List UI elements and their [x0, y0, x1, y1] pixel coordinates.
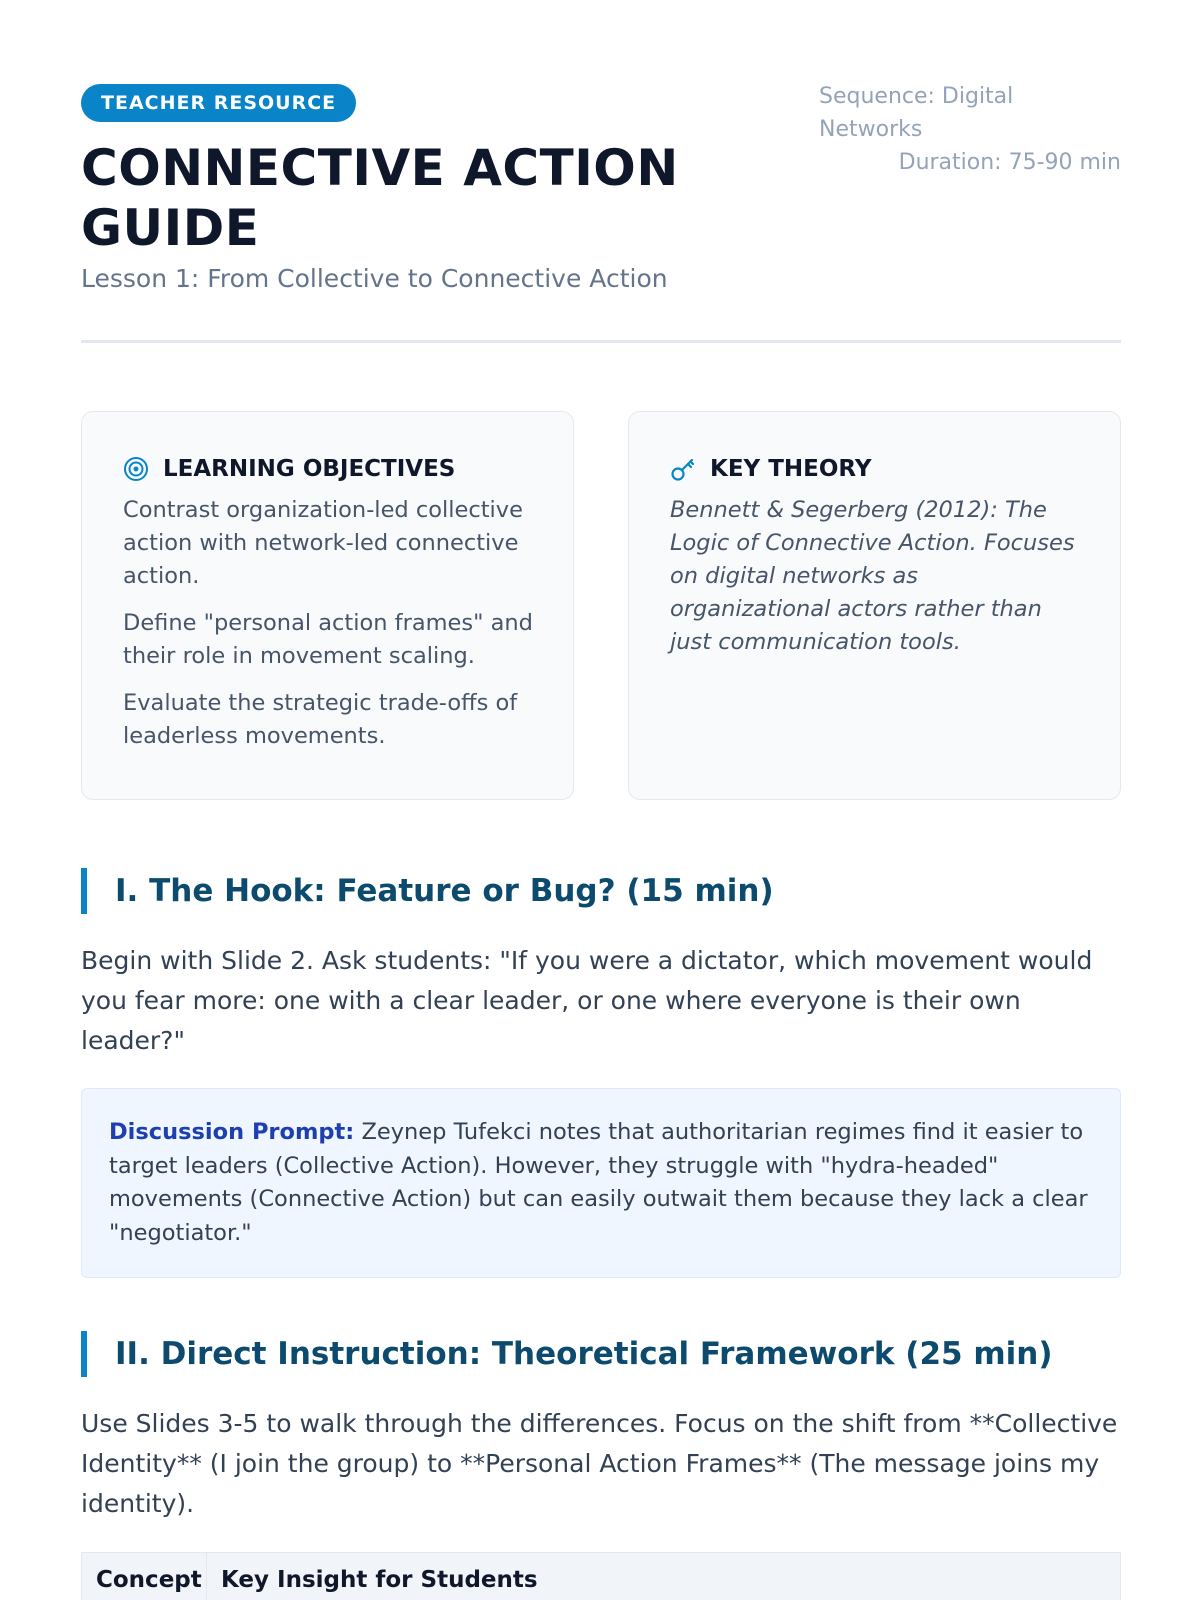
discussion-prompt-label: Discussion Prompt:: [109, 1119, 355, 1145]
concept-table: [81, 1552, 1121, 1600]
table-header-concept: Concept: [82, 1553, 207, 1600]
section-heading-instruction: II. Direct Instruction: Theoretical Framework (25 min): [81, 1331, 1053, 1377]
key-theory-card: [628, 411, 1121, 800]
discussion-prompt-callout: [81, 1088, 1121, 1278]
key-icon: [670, 456, 696, 482]
lesson-subtitle: Lesson 1: From Collective to Connective Action: [81, 264, 668, 293]
learning-objectives-card: [81, 411, 574, 800]
theory-text: Bennett & Segerberg (2012): The Logic of Connective Action. Focuses on digital networks as organizational actors rather than just communication tools.: [670, 497, 1075, 655]
section-heading-hook: I. The Hook: Feature or Bug? (15 min): [81, 868, 774, 914]
discussion-prompt-text: Zeynep Tufekci notes that authoritarian regimes find it easier to target leaders (Collective Action). However, they struggle with "hydra-headed" movements (Connective Action) but can easily outwait them because they lack a clear "negotiator.": [109, 1119, 1088, 1246]
objectives-heading: LEARNING OBJECTIVES: [163, 456, 456, 482]
objective-item: Evaluate the strategic trade-offs of leaderless movements.: [123, 690, 518, 749]
target-icon: [123, 456, 149, 482]
theory-header: [670, 454, 1080, 484]
section-hook-body: Begin with Slide 2. Ask students: "If you were a dictator, which movement would you fear more: one with a clear leader, or one where everyone is their own leader?": [81, 946, 1093, 1055]
table-header-insight: Key Insight for Students: [221, 1567, 538, 1593]
objective-item: Contrast organization-led collective action with network-led connective action.: [123, 497, 523, 589]
duration-label: Duration: 75-90 min: [898, 150, 1121, 175]
sequence-label: Sequence: Digital Networks: [819, 84, 1014, 142]
header-divider: [81, 340, 1121, 343]
teacher-resource-badge: TEACHER RESOURCE: [81, 84, 356, 122]
page-title: CONNECTIVE ACTION GUIDE: [81, 139, 679, 257]
section-instruction-body: Use Slides 3-5 to walk through the differences. Focus on the shift from **Collective Identity** (I join the group) to **Personal Action Frames** (The message joins my identity).: [81, 1409, 1118, 1518]
objective-item: Define "personal action frames" and their role in movement scaling.: [123, 610, 533, 669]
lesson-meta: [801, 80, 1121, 179]
theory-heading: KEY THEORY: [710, 456, 872, 482]
objectives-header: [123, 454, 533, 484]
